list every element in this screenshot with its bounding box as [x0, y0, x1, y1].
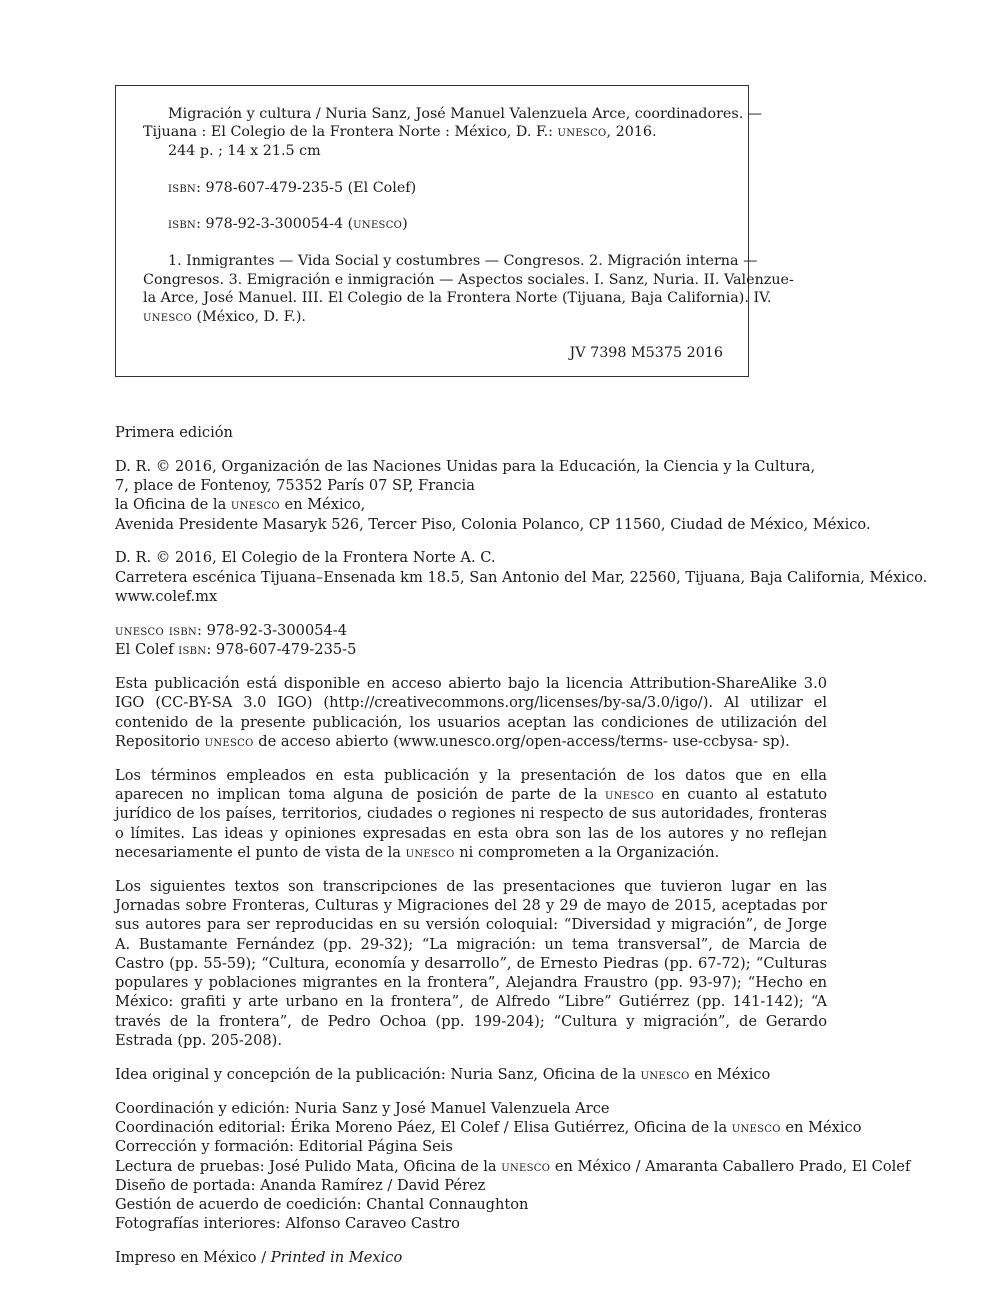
- printed-in-english: Printed in Mexico: [270, 1249, 403, 1267]
- isbn-close: ): [402, 216, 408, 232]
- subjects-unesco: unesco: [143, 309, 192, 325]
- isbn-value: : 978-607-479-235-5 (El Colef): [196, 180, 417, 196]
- isbn-value: : 978-92-3-300054-4 (: [196, 216, 354, 232]
- printed-in: [115, 1248, 827, 1267]
- colef-rights: [115, 548, 928, 606]
- credit-photos: Fotografías interiores: Alfonso Caraveo Castro: [115, 1215, 460, 1233]
- credit-coedition: Gestión de acuerdo de coedición: Chantal Connaughton: [115, 1196, 529, 1214]
- colef-isbn-label: isbn: [178, 641, 207, 659]
- license-text-end: de acceso abierto (www.unesco.org/open-access/terms- use-ccbysa- sp).: [253, 732, 790, 750]
- catalog-title-line: Migración y cultura / Nuria Sanz, José Manuel Valenzuela Arce, coordinadores. —: [168, 106, 763, 122]
- unesco-rights: [115, 457, 871, 534]
- disclaimer-text-end: ni comprometen a la Organización.: [454, 843, 720, 861]
- catalog-record-box: [115, 85, 794, 377]
- credit-cover: Diseño de portada: Ananda Ramírez / David Pérez: [115, 1176, 486, 1194]
- unesco-isbn-label: unesco isbn: [115, 621, 198, 639]
- colef-website: www.colef.mx: [115, 588, 218, 606]
- catalog-imprint-unesco: unesco: [557, 124, 607, 140]
- catalog-subjects-line-1: 1. Inmigrantes — Vida Social y costumbres — Congresos. 2. Migración interna —: [168, 253, 758, 269]
- catalog-extent: 244 p. ; 14 x 21.5 cm: [168, 143, 321, 159]
- unesco-name: unesco: [405, 843, 455, 861]
- colef-rights-line: D. R. © 2016, El Colegio de la Frontera Norte A. C.: [115, 549, 496, 567]
- printed-in-spanish: Impreso en México /: [115, 1249, 271, 1267]
- unesco-name: unesco: [501, 1157, 551, 1175]
- original-idea: [115, 1065, 827, 1084]
- unesco-name: unesco: [230, 496, 280, 514]
- unesco-name: unesco: [204, 732, 254, 750]
- catalog-subjects-line-4: [143, 308, 306, 327]
- unesco-name: unesco: [605, 785, 655, 803]
- credit-proofs: Lectura de pruebas: José Pulido Mata, Oficina de la: [115, 1157, 502, 1175]
- isbn-unesco: unesco: [353, 216, 403, 232]
- catalog-imprint: [143, 123, 657, 142]
- subjects-place: (México, D. F.).: [191, 309, 306, 325]
- unesco-office-address: Avenida Presidente Masaryk 526, Tercer Piso, Colonia Polanco, CP 11560, Ciudad de México, México.: [115, 515, 871, 533]
- colef-isbn-prefix: El Colef: [115, 641, 179, 659]
- catalog-subjects-line-3: la Arce, José Manuel. III. El Colegio de la Frontera Norte (Tijuana, Baja California). IV.: [143, 290, 772, 306]
- unesco-rights-line: D. R. © 2016, Organización de las Naciones Unidas para la Educación, la Ciencia y la Cultura,: [115, 457, 816, 475]
- catalog-isbn-unesco: [168, 215, 408, 234]
- colef-isbn-value: : 978-607-479-235-5: [206, 641, 357, 659]
- disclaimer-text: Los términos empleados en esta publicación y la presentación de los datos que en ella aparecen no implican toma alguna de posición de parte de la: [115, 766, 827, 803]
- license-text: Esta publicación está disponible en acceso abierto bajo la licencia Attribution-ShareAlike 3.0 IGO (CC-BY-SA 3.0 IGO) (http://creativecommons.org/licenses/by-sa/3.0/igo/). Al utilizar el contenido de la presente publicación, los usuarios aceptan las condiciones de utilización del Repositorio: [115, 674, 827, 750]
- isbn-label: isbn: [168, 180, 197, 196]
- credit-coordination: Coordinación y edición: Nuria Sanz y José Manuel Valenzuela Arce: [115, 1099, 610, 1117]
- disclaimer-paragraph: [115, 766, 827, 862]
- credit-editorial: Coordinación editorial: Érika Moreno Páez, El Colef / Elisa Gutiérrez, Oficina de la: [115, 1118, 732, 1136]
- catalog-subjects-line-2: Congresos. 3. Emigración e inmigración — Aspectos sociales. I. Sanz, Nuria. II. Valenzue-: [143, 272, 794, 288]
- credit-proofs-end: en México / Amaranta Caballero Prado, El Colef: [550, 1157, 911, 1175]
- credits-list: [115, 1099, 911, 1234]
- catalog-imprint-year: , 2016.: [606, 124, 657, 140]
- credit-correction: Corrección y formación: Editorial Página Seis: [115, 1138, 453, 1156]
- license-paragraph: [115, 674, 827, 751]
- original-idea-text: Idea original y concepción de la publicación: Nuria Sanz, Oficina de la: [115, 1065, 641, 1083]
- disclaimer-text-middle: en cuanto al estatuto jurídico de los países, territorios, ciudades o regiones ni respecto de sus autoridades, fronteras o límites. Las ideas y opiniones expresadas en esta obra son las de los autores y no reflejan necesariamente el punto de vista de la: [115, 785, 827, 861]
- unesco-rights-office-end: en México,: [279, 496, 366, 514]
- catalog-isbn-colef: [168, 179, 416, 198]
- isbn-label: isbn: [168, 216, 197, 232]
- unesco-isbn-value: : 978-92-3-300054-4: [197, 621, 348, 639]
- catalog-call-number: JV 7398 M5375 2016: [569, 345, 723, 361]
- credit-editorial-end: en México: [780, 1118, 862, 1136]
- colophon-body: [115, 423, 928, 1282]
- edition: Primera edición: [115, 424, 233, 441]
- unesco-name: unesco: [731, 1118, 781, 1136]
- isbn-list: [115, 621, 827, 660]
- unesco-name: unesco: [640, 1065, 690, 1083]
- original-idea-end: en México: [689, 1065, 771, 1083]
- transcriptions-paragraph: Los siguientes textos son transcripciones de las presentaciones que tuvieron lugar en las Jornadas sobre Fronteras, Culturas y Migraciones del 28 y 29 de mayo de 2015, aceptadas por sus autores para ser reproducidas en su versión coloquial: “Diversidad y migración”, de Jorge A. Bustamante Fernández (pp. 29-32); “La migración: un tema transversal”, de Marcia de Castro (pp. 55-59); “Cultura, economía y desarrollo”, de Ernesto Piedras (pp. 67-72); “Culturas populares y poblaciones migrantes en la frontera”, Alejandra Fraustro (pp. 93-97); “Hecho en México: grafiti y arte urbano en la frontera”, de Alfredo “Libre” Gutiérrez (pp. 141-142); “A través de la frontera”, de Pedro Ochoa (pp. 199-204); “Cultura y migración”, de Gerardo Estrada (pp. 205-208).: [115, 877, 827, 1050]
- colef-address: Carretera escénica Tijuana–Ensenada km 18.5, San Antonio del Mar, 22560, Tijuana, Baja California, México.: [115, 568, 928, 586]
- unesco-rights-address: 7, place de Fontenoy, 75352 París 07 SP, Francia: [115, 477, 475, 495]
- catalog-imprint-text: Tijuana : El Colegio de la Frontera Norte : México, D. F.:: [143, 124, 558, 140]
- unesco-rights-office: la Oficina de la: [115, 496, 231, 514]
